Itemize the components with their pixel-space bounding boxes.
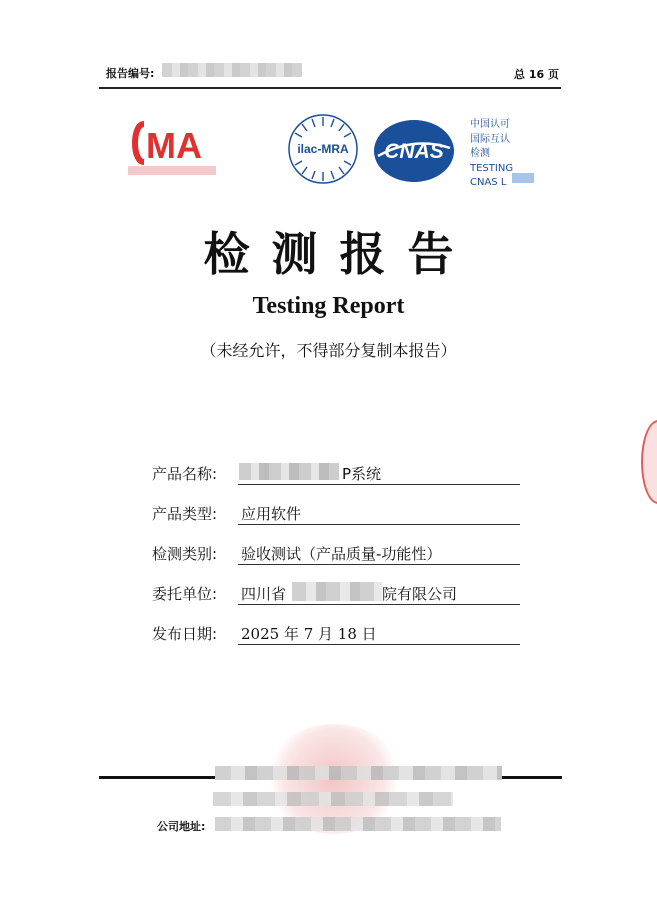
field-test-category	[152, 539, 524, 565]
edge-seal-stamp	[641, 420, 657, 504]
footer-divider-left	[99, 776, 215, 779]
underline	[238, 644, 520, 645]
product-name-redacted	[239, 463, 339, 480]
copy-restriction-notice: （未经允许，不得部分复制本报告）	[200, 341, 457, 360]
product-name-label: 产品名称:	[152, 465, 218, 483]
company-address-label: 公司地址:	[157, 820, 206, 833]
client-name-redacted	[292, 582, 382, 601]
field-issue-date	[152, 619, 524, 645]
cnas-line-5: CNAS L	[470, 177, 507, 188]
issue-date-value: 2025 年 7 月 18 日	[241, 625, 377, 643]
field-product-name	[152, 459, 524, 485]
cnas-accreditation-text	[470, 118, 513, 191]
cnas-number-redacted	[512, 173, 534, 183]
report-number-redacted	[162, 63, 302, 77]
underline	[238, 604, 520, 605]
field-product-type	[152, 499, 524, 525]
client-label: 委托单位:	[152, 585, 218, 603]
field-client	[152, 579, 524, 605]
test-category-value: 验收测试（产品质量-功能性）	[241, 545, 442, 563]
product-type-label: 产品类型:	[152, 505, 218, 523]
underline	[238, 564, 520, 565]
company-name-en-redacted	[213, 792, 453, 806]
ilac-logo-text: ilac-MRA	[297, 142, 349, 156]
product-name-value: P系统	[342, 465, 382, 483]
underline	[238, 484, 520, 485]
issue-date-label: 发布日期:	[152, 625, 218, 643]
report-title-english: Testing Report	[252, 293, 405, 319]
footer-divider-right	[502, 776, 562, 779]
underline	[238, 524, 520, 525]
cnas-line-4: TESTING	[470, 162, 514, 174]
client-value-end: 院有限公司	[382, 585, 458, 603]
product-type-value: 应用软件	[241, 505, 302, 523]
ilac-mra-logo	[286, 112, 360, 186]
test-category-label: 检测类别:	[152, 545, 218, 563]
cnas-line-1: 中国认可	[470, 119, 510, 130]
report-number-label: 报告编号:	[106, 67, 155, 80]
company-name-redacted	[215, 766, 502, 780]
total-pages: 总 16 页	[514, 68, 559, 81]
client-value-start: 四川省	[241, 585, 287, 603]
cma-logo-text: MA	[146, 125, 202, 166]
company-address-redacted	[215, 817, 501, 831]
header-divider	[99, 87, 561, 89]
cnas-logo-text: CNAS	[384, 140, 444, 163]
cnas-line-2: 国际互认	[470, 133, 510, 145]
cnas-logo	[372, 118, 456, 184]
report-title-chinese: 检测报告	[203, 227, 476, 281]
cnas-line-3: 检测	[470, 148, 490, 159]
cma-number-redacted	[128, 166, 216, 175]
